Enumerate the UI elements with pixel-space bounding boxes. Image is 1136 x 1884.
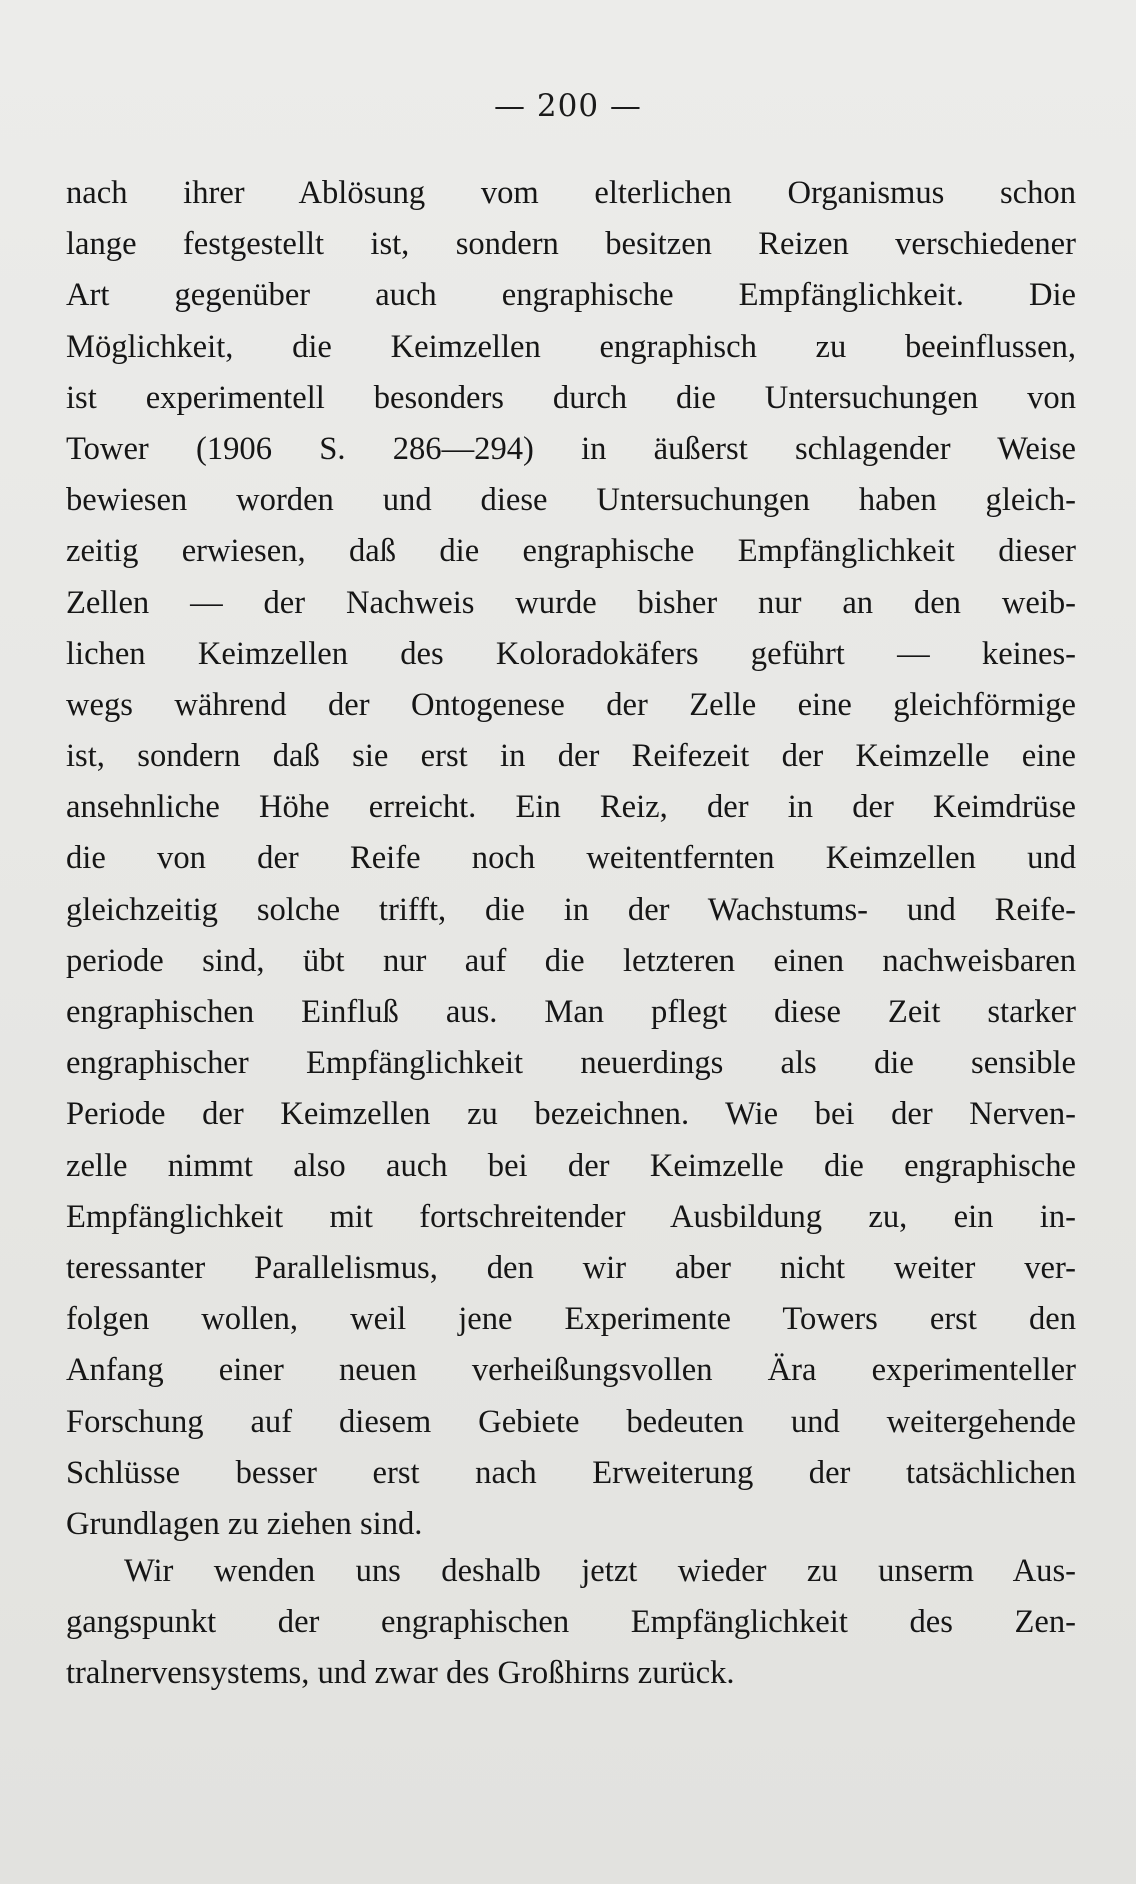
text-line: ist, sondern daß sie erst in der Reifezeit der Keimzelle eine <box>66 738 1076 775</box>
text-line: ist experimentell besonders durch die Untersuchungen von <box>66 379 1076 416</box>
text-line: Periode der Keimzellen zu bezeichnen. Wie bei der Nerven- <box>66 1096 1076 1133</box>
text-line: bewiesen worden und diese Untersuchungen haben gleich- <box>66 482 1076 519</box>
text-line: engraphischer Empfänglichkeit neuerdings als die sensible <box>66 1045 1076 1082</box>
text-line: Art gegenüber auch engraphische Empfänglichkeit. Die <box>66 277 1076 314</box>
text-line: Anfang einer neuen verheißungsvollen Ära experimenteller <box>66 1352 1076 1389</box>
text-line: gleichzeitig solche trifft, die in der Wachstums- und Reife- <box>66 891 1076 928</box>
text-line: Zellen — der Nachweis wurde bisher nur an den weib- <box>66 584 1076 621</box>
page-number: — 200 — <box>494 88 642 124</box>
text-line: Empfänglichkeit mit fortschreitender Ausbildung zu, ein in- <box>66 1198 1076 1235</box>
paragraph-1 <box>66 168 1076 1550</box>
text-line: lichen Keimzellen des Koloradokäfers geführt — keines- <box>66 635 1076 672</box>
text-line: Tower (1906 S. 286—294) in äußerst schlagender Weise <box>66 430 1076 467</box>
text-line: teressanter Parallelismus, den wir aber nicht weiter ver- <box>66 1249 1076 1286</box>
text-line: Möglichkeit, die Keimzellen engraphisch zu beeinflussen, <box>66 328 1076 365</box>
text-line: periode sind, übt nur auf die letzteren einen nachweisbaren <box>66 942 1076 979</box>
text-line: ansehnliche Höhe erreicht. Ein Reiz, der in der Keimdrüse <box>66 789 1076 826</box>
text-line: die von der Reife noch weitentfernten Keimzellen und <box>66 840 1076 877</box>
paragraph-2 <box>66 1546 1076 1700</box>
text-line: zeitig erwiesen, daß die engraphische Empfänglichkeit dieser <box>66 533 1076 570</box>
text-line: gangspunkt der engraphischen Empfänglichkeit des Zen- <box>66 1604 1076 1641</box>
text-line: folgen wollen, weil jene Experimente Towers erst den <box>66 1301 1076 1338</box>
text-line: engraphischen Einfluß aus. Man pflegt diese Zeit starker <box>66 994 1076 1030</box>
text-line: tralnervensystems, und zwar des Großhirns zurück. <box>66 1655 735 1692</box>
text-line: lange festgestellt ist, sondern besitzen Reizen verschiedener <box>66 226 1076 263</box>
text-line: Grundlagen zu ziehen sind. <box>66 1505 423 1542</box>
text-line: Forschung auf diesem Gebiete bedeuten und weitergehende <box>66 1403 1076 1440</box>
text-line: zelle nimmt also auch bei der Keimzelle die engraphische <box>66 1147 1076 1184</box>
text-line: Wir wenden uns deshalb jetzt wieder zu unserm Aus- <box>124 1553 1076 1589</box>
text-line: wegs während der Ontogenese der Zelle eine gleichförmige <box>66 686 1076 723</box>
text-line: Schlüsse besser erst nach Erweiterung der tatsächlichen <box>66 1454 1076 1491</box>
text-line: nach ihrer Ablösung vom elterlichen Organismus schon <box>66 175 1076 211</box>
